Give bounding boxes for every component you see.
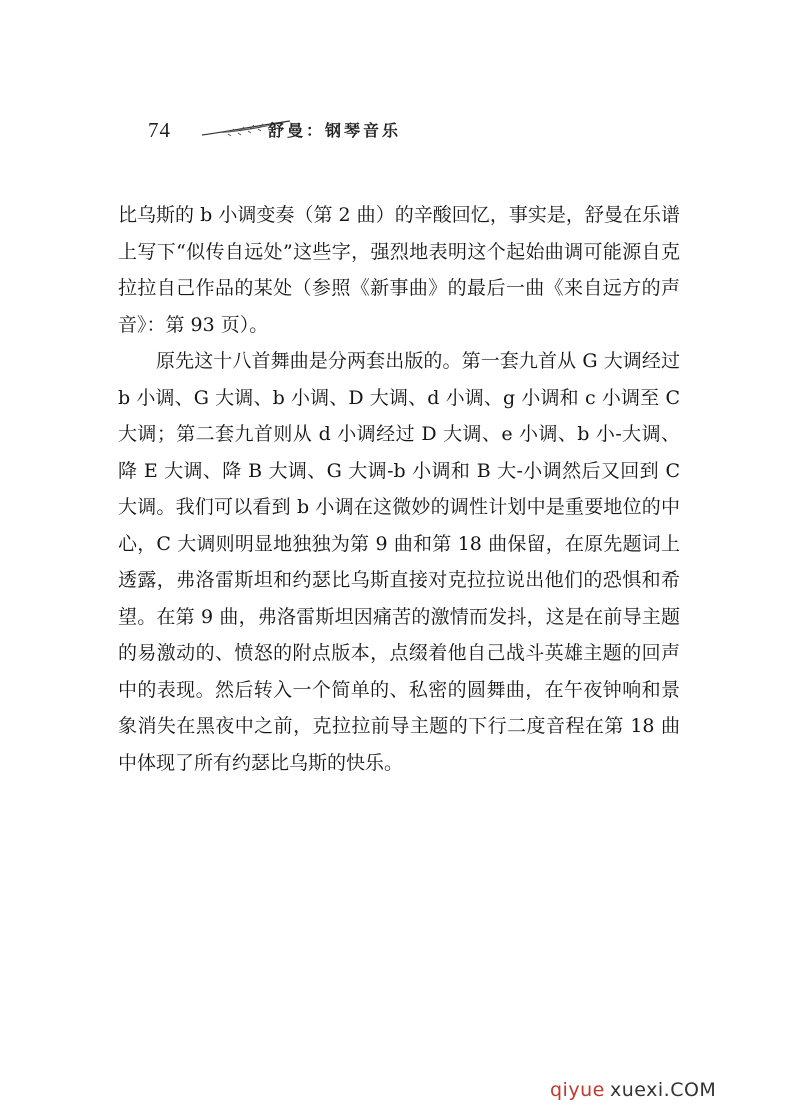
running-header (148, 118, 468, 148)
watermark-logo-prefix: qiyue (550, 1079, 605, 1101)
site-watermark (548, 1073, 748, 1103)
paragraph-1: 比乌斯的 b 小调变奏（第 2 曲）的辛酸回忆，事实是，舒曼在乐谱上写下“似传自远处”这些字，强烈地表明这个起始曲调可能源自克拉拉自己作品的某处（参照《新事曲》的最后一曲《来自远方的声音》：第 93 页）。 (118, 204, 680, 336)
paragraph-2: 原先这十八首舞曲是分两套出版的。第一套九首从 G 大调经过 b 小调、G 大调、b 小调、D 大调、d 小调、g 小调和 c 小调至 C 大调；第二套九首则从 d 小调经过 D 大调、e 小调、b 小-大调、降 E 大调、降 B 大调、G 大调-b 小调和 B 大-小调然后又回到 C 大调。我们可以看到 b 小调在这微妙的调性计划中是重要地位的中心，C 大调则明显地独独为第 9 曲和第 18 曲保留，在原先题词上透露，弗洛雷斯坦和约瑟比乌斯直接对克拉拉说出他们的恐惧和希望。在第 9 曲，弗洛雷斯坦因痛苦的激情而发抖，这是在前导主题的易激动的、愤怒的附点版本，点缀着他自己战斗英雄主题的回声中的表现。然后转入一个简单的、私密的圆舞曲，在午夜钟响和景象消失在黑夜中之前，克拉拉前导主题的下行二度音程在第 18 曲中体现了所有约瑟比乌斯的快乐。 (118, 350, 680, 774)
book-title: 舒曼：钢琴音乐 (268, 121, 402, 140)
watermark-logo (548, 1075, 748, 1103)
page-number: 74 (148, 118, 171, 142)
body-text (118, 197, 680, 781)
watermark-logo-suffix: xuexi.COM (610, 1079, 717, 1101)
